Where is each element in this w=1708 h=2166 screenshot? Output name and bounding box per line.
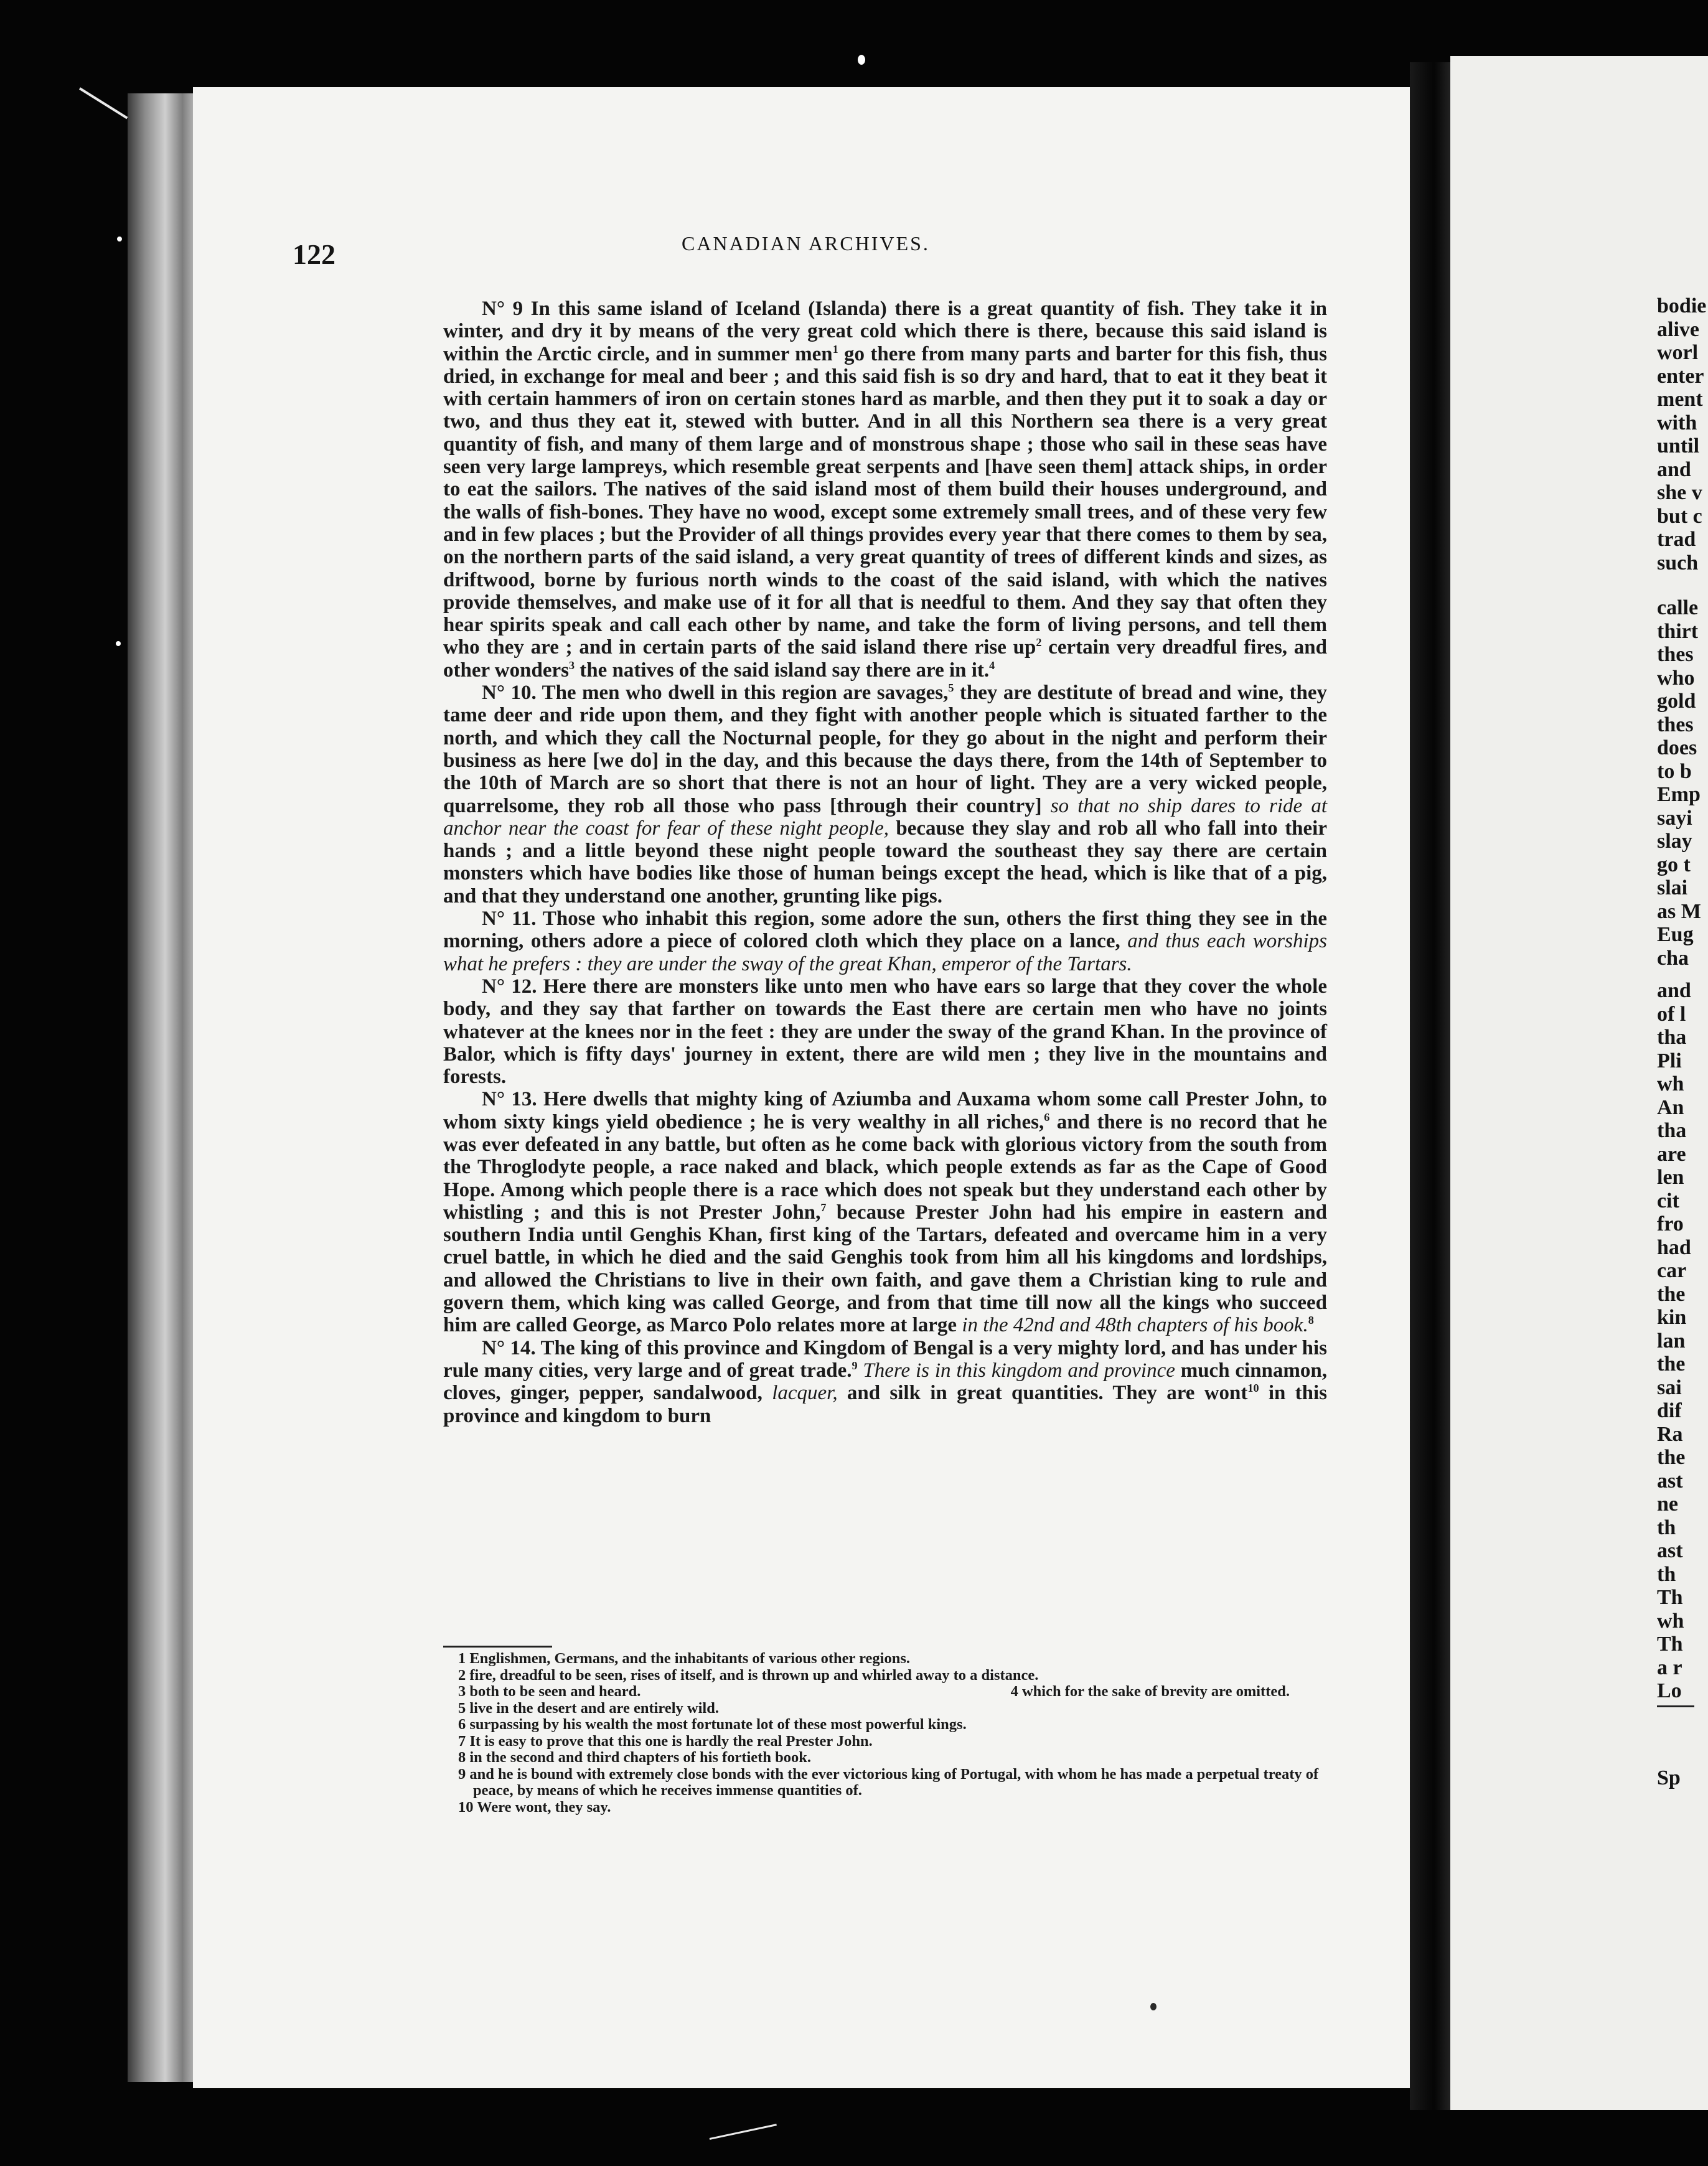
facing-page-fragment: kin	[1657, 1306, 1687, 1329]
facing-page-fragment: does	[1657, 736, 1697, 759]
footnote-9: 9 and he is bound with extremely close bonds with the ever victorious king of Portugal, with whom he has made a perpetual treaty of peace, by means of which he receives immense quantities of.	[458, 1765, 1319, 1799]
facing-page-fragment: An	[1657, 1095, 1684, 1119]
facing-page-fragment: ment	[1657, 388, 1703, 411]
facing-page-fragment: and	[1657, 979, 1691, 1002]
paragraph-11: N° 11. Those who inhabit this region, some adore the sun, others the first thing they see in the morning, others adore a piece of colored cloth which they place on a lance, and thus each worships what he prefers : they are under the sway of the great Khan, emperor of the Tartars.	[443, 907, 1327, 975]
facing-page-fragment: ast	[1657, 1539, 1683, 1562]
facing-page-fragment: thirt	[1657, 619, 1699, 643]
facing-page-fragment: but c	[1657, 504, 1702, 528]
facing-page-fragment: to b	[1657, 759, 1692, 783]
facing-page-fragment: Sp	[1657, 1766, 1681, 1789]
footnote-3: 3 both to be seen and heard.	[458, 1683, 641, 1700]
facing-page-fragment: car	[1657, 1259, 1687, 1282]
paragraph-13: N° 13. Here dwells that mighty king of Aziumba and Auxama whom some call Prester John, to whom sixty kings yield obedience ; he is very wealthy in all riches,$^6$ and there is no record that he was ever defeated in any battle, but often as he come back with glorious victory from the south from the Throglodyte people, a race naked and black, which people extends as far as the Cape of Good Hope. Among which people there is a race which does not speak but they understand each other by whistling ; and this is not Prester John,$^7$ because Prester John had his empire in eastern and southern India until Genghis Khan, first king of the Tartars, defeated and overcame him in a very cruel battle, in which he died and the said Genghis took from him all his kingdoms and lordships, and allowed the Christians to live in their own faith, and gave them a Christian king to rule and govern them, which king was called George, and from that time till now all the kings who succeed him are called George, as Marco Polo relates more at large in the 42nd and 48th chapters of his book.$^8$	[443, 1088, 1327, 1337]
facing-page-fragment: the	[1657, 1282, 1686, 1306]
facing-page-fragment: as M	[1657, 899, 1701, 923]
paragraph-10: N° 10. The men who dwell in this region are savages,$^5$ they are destitute of bread and wine, they tame deer and ride upon them, and they fight with another people which is situated farther to the north, and which they call the Nocturnal people, for they go about in the night and perform their business as here [we do] in the day, and this because the days there, from the 14th of September to the 10th of March are so short that there is not an hour of light. They are a very wicked people, quarrelsome, they rob all those who pass [through their country] so that no ship dares to ride at anchor near the coast for fear of these night people, because they slay and rob all who fall into their hands ; and a little beyond these night people toward the southeast they say there are certain monsters which have bodies like those of human beings except the head, which is like that of a pig, and that they understand one another, grunting like pigs.	[443, 682, 1327, 907]
footnote-4: 4 which for the sake of brevity are omitted.	[1010, 1683, 1290, 1700]
facing-page-fragment: th	[1657, 1516, 1676, 1539]
footnote-row-3-4	[443, 1684, 1327, 1700]
paragraph-12: N° 12. Here there are monsters like unto men who have ears so large that they cover the whole body, and they say that farther on towards the East there are certain men who have no joints whatever at the knees nor in the feet : they are under the sway of the grand Khan. In the province of Balor, which is fifty days' journey in extent, there are wild men ; they live in the mountains and forests.	[443, 975, 1327, 1089]
facing-page-fragment: such	[1657, 551, 1699, 574]
facing-page-fragment: ast	[1657, 1469, 1683, 1493]
facing-page-fragment: cit	[1657, 1189, 1679, 1212]
facing-page-fragment: wh	[1657, 1072, 1684, 1095]
facing-page-rule	[1657, 1705, 1694, 1707]
footnote-2: 2 fire, dreadful to be seen, rises of itself, and is thrown up and whirled away to a distance.	[458, 1666, 1039, 1684]
facing-page-fragment: thes	[1657, 713, 1694, 736]
footnote-6: 6 surpassing by his wealth the most fortunate lot of these most powerful kings.	[458, 1716, 967, 1733]
footnote-1: 1 Englishmen, Germans, and the inhabitants of various other regions.	[458, 1650, 911, 1667]
footnote-rule	[443, 1646, 552, 1648]
facing-page-fragment: ne	[1657, 1493, 1678, 1516]
scan-speck	[117, 237, 122, 241]
facing-page-fragment: slai	[1657, 876, 1688, 899]
page-number: 122	[293, 238, 336, 270]
facing-page-fragment: a r	[1657, 1656, 1682, 1679]
facing-page-fragment: Pli	[1657, 1049, 1682, 1072]
facing-page-fragment: lan	[1657, 1329, 1686, 1353]
footnote-10: 10 Were wont, they say.	[458, 1798, 611, 1816]
scan-speck	[116, 641, 121, 646]
facing-page-fragment: Ra	[1657, 1422, 1683, 1446]
facing-page-fragment: sayi	[1657, 806, 1692, 830]
facing-page-fragment: thes	[1657, 643, 1694, 666]
facing-page-fragment: gold	[1657, 690, 1696, 713]
facing-page-fragment: of l	[1657, 1002, 1686, 1026]
scan-speck	[1150, 2003, 1157, 2010]
running-head: CANADIAN ARCHIVES.	[682, 232, 930, 255]
facing-page-fragment: len	[1657, 1166, 1684, 1189]
scan-speck	[858, 55, 865, 65]
facing-page-fragment: fro	[1657, 1212, 1684, 1235]
footnote-7: 7 It is easy to prove that this one is hardly the real Prester John.	[458, 1732, 873, 1750]
facing-page-fragment: slay	[1657, 830, 1692, 853]
paragraph-9: N° 9 In this same island of Iceland (Islanda) there is a great quantity of fish. They take it in winter, and dry it by means of the very great cold which there is there, because this said island is within the Arctic circle, and in summer men$^1$ go there from many parts and barter for this fish, thus dried, in exchange for meal and beer ; and this said fish is so dry and hard, that to eat it they beat it with certain hammers of iron on certain stones hard as marble, and then they put it to soak a day or two, and thus they eat it, stewed with butter. And in all this Northern sea there is a very great quantity of fish, and many of them large and of monstrous shape ; those who sail in these seas have seen very large lampreys, which resemble great serpents and [have seen them] attack ships, in order to eat the sailors. The natives of the said island most of them build their houses underground, and the walls of fish-bones. They have no wood, except some extremely small trees, and of these very few and in few places ; but the Provider of all things provides every year that there comes to them by sea, on the northern parts of the said island, a very great quantity of trees of different kinds and sizes, as driftwood, borne by furious north winds to the coast of the said island, with which the natives provide themselves, and make use of it for all that is needful to them. And they say that often they hear spirits speak and call each other by name, and take the form of living persons, and tell them who they are ; and in certain parts of the said island there rise $up^2$ certain very dreadful fires, and other wonders$^3$ the natives of the said island say there are in it.$^4$	[443, 298, 1327, 682]
footnote-5: 5 live in the desert and are entirely wild.	[458, 1699, 719, 1717]
facing-page-fragment: tha	[1657, 1119, 1687, 1142]
main-text	[443, 298, 1327, 1427]
facing-page-fragment: until	[1657, 434, 1700, 457]
facing-page-fragment: Emp	[1657, 783, 1701, 806]
facing-page-fragment: Eug	[1657, 923, 1694, 946]
facing-page-fragment: the	[1657, 1353, 1686, 1376]
facing-page-fragment: bodie	[1657, 294, 1707, 317]
facing-page-fragment: Lo	[1657, 1679, 1682, 1702]
facing-page	[1450, 56, 1708, 2110]
facing-page-fragment: Th	[1657, 1586, 1683, 1609]
facing-page-fragment: enter	[1657, 364, 1704, 388]
facing-page-fragment: wh	[1657, 1609, 1684, 1633]
footnote-8: 8 in the second and third chapters of his fortieth book.	[458, 1749, 811, 1766]
facing-page-fragment: the	[1657, 1446, 1686, 1469]
facing-page-fragment: who	[1657, 666, 1695, 690]
page-block-edge	[128, 93, 196, 2082]
facing-page-fragment: had	[1657, 1235, 1691, 1259]
facing-page-fragment: are	[1657, 1142, 1686, 1166]
facing-page-fragment: th	[1657, 1562, 1676, 1586]
book-gutter	[1410, 62, 1450, 2110]
facing-page-fragment: cha	[1657, 946, 1689, 970]
facing-page-fragment: dif	[1657, 1399, 1682, 1422]
facing-page-fragment: she v	[1657, 481, 1702, 504]
paragraph-14: N° 14. The king of this province and Kingdom of Bengal is a very mighty lord, and has under his rule many cities, very large and of great trade.$^9$ There is in this kingdom and province much cinnamon, cloves, ginger, pepper, sandalwood, lacquer, and silk in great quantities. They are wont$^{10}$ in this province and kingdom to burn	[443, 1336, 1327, 1427]
facing-page-fragment: calle	[1657, 596, 1699, 619]
facing-page-fragment: and	[1657, 457, 1691, 481]
facing-page-fragment: sai	[1657, 1376, 1682, 1399]
facing-page-fragment: with	[1657, 411, 1697, 434]
facing-page-fragment: trad	[1657, 528, 1696, 551]
facing-page-fragment: Th	[1657, 1633, 1683, 1656]
footnotes	[443, 1651, 1327, 1816]
facing-page-fragment: tha	[1657, 1026, 1687, 1049]
facing-page-fragment: alive	[1657, 317, 1699, 341]
facing-page-fragment: go t	[1657, 853, 1691, 876]
facing-page-fragment: worl	[1657, 341, 1699, 364]
